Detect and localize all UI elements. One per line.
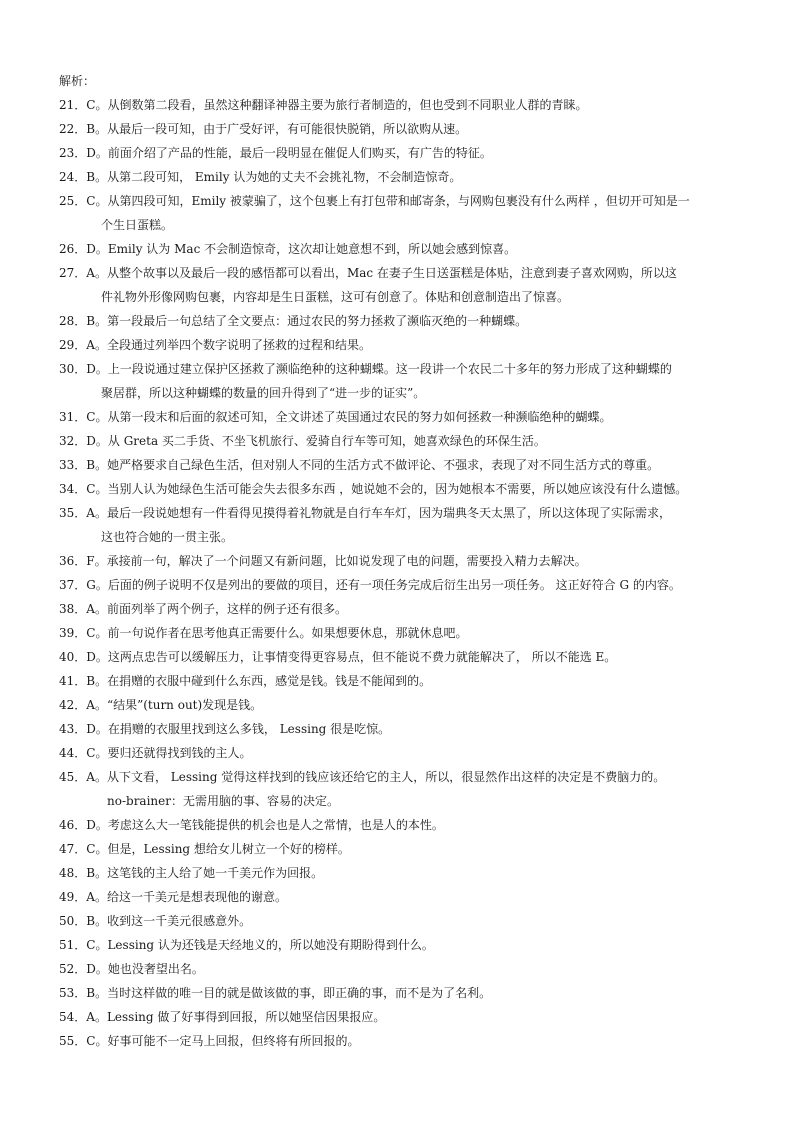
explanation-item bbox=[59, 576, 749, 594]
explanation-text: C。要归还就得找到钱的主人。 bbox=[86, 746, 252, 760]
question-number: 44． bbox=[59, 746, 87, 760]
explanation-text: B。第一段最后一句总结了全文要点：通过农民的努力拯救了濒临灭绝的一种蝴蝶。 bbox=[86, 314, 528, 328]
explanation-text: C。但是，Lessing 想给女儿树立一个好的榜样。 bbox=[86, 842, 350, 856]
explanation-text: A。全段通过列举四个数字说明了拯救的过程和结果。 bbox=[86, 338, 371, 352]
question-number: 27． bbox=[59, 266, 87, 280]
explanation-item bbox=[59, 360, 749, 402]
question-number: 39． bbox=[59, 626, 87, 640]
explanation-item bbox=[59, 984, 749, 1002]
explanation-item bbox=[59, 912, 749, 930]
question-number: 42． bbox=[59, 698, 87, 712]
explanation-text: C。好事可能不一定马上回报，但终将有所回报的。 bbox=[86, 1034, 360, 1048]
explanation-text: D。考虑这么大一笔钱能提供的机会也是人之常情，也是人的本性。 bbox=[86, 818, 444, 832]
explanation-item bbox=[59, 240, 749, 258]
explanation-text: A。给这一千美元是想表现他的谢意。 bbox=[86, 890, 287, 904]
question-number: 46． bbox=[59, 818, 87, 832]
explanation-text: A。前面列举了两个例子，这样的例子还有很多。 bbox=[86, 602, 347, 616]
question-number: 34． bbox=[59, 482, 87, 496]
explanation-text: D。上一段说通过建立保护区拯救了濒临绝种的这种蝴蝶。这一段讲一个农民二十多年的努力形成了这种蝴蝶的 bbox=[86, 362, 672, 376]
explanation-item bbox=[59, 1008, 749, 1026]
explanation-text: D。Emily 认为 Mac 不会制造惊奇，这次却让她意想不到，所以她会感到惊喜。 bbox=[86, 242, 517, 256]
explanation-text: C。Lessing 认为还钱是天经地义的，所以她没有期盼得到什么。 bbox=[86, 938, 434, 952]
question-number: 25． bbox=[59, 194, 87, 208]
explanation-continuation: 聚居群，所以这种蝴蝶的数量的回升得到了“进一步的证实”。 bbox=[101, 386, 426, 400]
explanation-text: D。她也没奢望出名。 bbox=[86, 962, 204, 976]
explanation-continuation: 这也符合她的一贯主张。 bbox=[101, 530, 234, 544]
explanation-text: G。后面的例子说明不仅是列出的要做的项目，还有一项任务完成后衍生出另一项任务。 这正好符合 G 的内容。 bbox=[86, 578, 681, 592]
explanation-text: B。当时这样做的唯一目的就是做该做的事，即正确的事，而不是为了名利。 bbox=[86, 986, 492, 1000]
explanation-continuation: 个生日蛋糕。 bbox=[101, 218, 174, 232]
question-number: 48． bbox=[59, 866, 87, 880]
question-number: 33． bbox=[59, 458, 87, 472]
explanation-item bbox=[59, 96, 749, 114]
explanation-item bbox=[59, 648, 749, 666]
question-number: 26． bbox=[59, 242, 87, 256]
explanation-item bbox=[59, 840, 749, 858]
explanation-text: D。在捐赠的衣服里找到这么多钱， Lessing 很是吃惊。 bbox=[86, 722, 391, 736]
explanation-item bbox=[59, 552, 749, 570]
question-number: 28． bbox=[59, 314, 87, 328]
explanation-item bbox=[59, 768, 749, 810]
explanation-list bbox=[59, 96, 749, 1056]
question-number: 24． bbox=[59, 170, 87, 184]
explanation-item bbox=[59, 432, 749, 450]
question-number: 50． bbox=[59, 914, 87, 928]
explanation-item bbox=[59, 888, 749, 906]
explanation-text: D。从 Greta 买二手货、不坐飞机旅行、爱骑自行车等可知，她喜欢绿色的环保生活。 bbox=[86, 434, 546, 448]
explanation-item bbox=[59, 864, 749, 882]
explanation-text: B。收到这一千美元很感意外。 bbox=[86, 914, 252, 928]
explanation-text: C。当别人认为她绿色生活可能会失去很多东西 ，她说她不会的，因为她根本不需要，所以她应该没有什么遗憾。 bbox=[86, 482, 688, 496]
explanation-text: B。这笔钱的主人给了她一千美元作为回报。 bbox=[86, 866, 324, 880]
explanation-item bbox=[59, 168, 749, 186]
explanation-item bbox=[59, 504, 749, 546]
explanation-text: A。从下文看， Lessing 觉得这样找到的钱应该还给它的主人，所以，很显然作出这样的决定是不费脑力的。 bbox=[86, 770, 666, 784]
explanation-item bbox=[59, 480, 749, 498]
explanation-item bbox=[59, 120, 749, 138]
explanation-text: D。前面介绍了产品的性能，最后一段明显在催促人们购买，有广告的特征。 bbox=[86, 146, 492, 160]
explanation-item bbox=[59, 960, 749, 978]
question-number: 55． bbox=[59, 1034, 87, 1048]
explanation-item bbox=[59, 1032, 749, 1050]
explanation-item bbox=[59, 816, 749, 834]
explanation-item bbox=[59, 624, 749, 642]
question-number: 31． bbox=[59, 410, 87, 424]
explanation-text: D。这两点忠告可以缓解压力，让事情变得更容易点，但不能说不费力就能解决了， 所以不能选 E。 bbox=[86, 650, 617, 664]
explanation-item bbox=[59, 264, 749, 306]
question-number: 35． bbox=[59, 506, 87, 520]
explanation-item bbox=[59, 336, 749, 354]
explanation-item bbox=[59, 600, 749, 618]
explanation-text: A。“结果”(turn out)发现是钱。 bbox=[86, 698, 263, 712]
question-number: 53． bbox=[59, 986, 87, 1000]
explanation-text: C。从倒数第二段看，虽然这种翻译神器主要为旅行者制造的，但也受到不同职业人群的青睐。 bbox=[86, 98, 588, 112]
explanation-item bbox=[59, 672, 749, 690]
vocabulary-note: no-brainer：无需用脑的事、容易的决定。 bbox=[107, 794, 339, 808]
explanation-item bbox=[59, 312, 749, 330]
question-number: 52． bbox=[59, 962, 87, 976]
question-number: 30． bbox=[59, 362, 87, 376]
explanation-item bbox=[59, 720, 749, 738]
explanation-text: A。从整个故事以及最后一段的感悟都可以看出，Mac 在妻子生日送蛋糕是体贴，注意到妻子喜欢网购，所以这 bbox=[86, 266, 677, 280]
question-number: 21． bbox=[59, 98, 87, 112]
question-number: 23． bbox=[59, 146, 87, 160]
question-number: 37． bbox=[59, 578, 87, 592]
question-number: 36． bbox=[59, 554, 87, 568]
question-number: 47． bbox=[59, 842, 87, 856]
question-number: 32． bbox=[59, 434, 87, 448]
explanation-text: F。承接前一句，解决了一个问题又有新问题，比如说发现了电的问题，需要投入精力去解决。 bbox=[86, 554, 587, 568]
question-number: 29． bbox=[59, 338, 87, 352]
explanation-item bbox=[59, 696, 749, 714]
explanation-item bbox=[59, 192, 749, 234]
explanation-item bbox=[59, 144, 749, 162]
explanation-continuation: 件礼物外形像网购包裹，内容却是生日蛋糕，这可有创意了。体贴和创意制造出了惊喜。 bbox=[101, 290, 570, 304]
explanation-text: A。最后一段说她想有一件看得见摸得着礼物就是自行车车灯，因为瑞典冬天太黑了，所以这体现了实际需求， bbox=[86, 506, 671, 520]
explanation-text: B。在捐赠的衣服中碰到什么东西，感觉是钱。钱是不能闻到的。 bbox=[86, 674, 432, 688]
question-number: 51． bbox=[59, 938, 87, 952]
question-number: 41． bbox=[59, 674, 87, 688]
explanation-item bbox=[59, 456, 749, 474]
explanation-text: C。前一句说作者在思考他真正需要什么。如果想要休息，那就休息吧。 bbox=[86, 626, 468, 640]
question-number: 45． bbox=[59, 770, 87, 784]
explanation-text: C。从第一段末和后面的叙述可知，全文讲述了英国通过农民的努力如何拯救一种濒临绝种的蝴蝶。 bbox=[86, 410, 612, 424]
section-heading: 解析： bbox=[59, 74, 96, 88]
question-number: 38． bbox=[59, 602, 87, 616]
explanation-text: A。Lessing 做了好事得到回报，所以她坚信因果报应。 bbox=[86, 1010, 386, 1024]
question-number: 22． bbox=[59, 122, 87, 136]
explanation-item bbox=[59, 408, 749, 426]
explanation-item bbox=[59, 936, 749, 954]
question-number: 43． bbox=[59, 722, 87, 736]
explanation-text: B。从第二段可知， Emily 认为她的丈夫不会挑礼物，不会制造惊奇。 bbox=[86, 170, 462, 184]
question-number: 49． bbox=[59, 890, 87, 904]
explanation-item bbox=[59, 744, 749, 762]
explanation-text: C。从第四段可知，Emily 被蒙骗了，这个包裹上有打包带和邮寄条，与网购包裹没有什么两样 ，但切开可知是一 bbox=[86, 194, 690, 208]
explanation-text: B。从最后一段可知，由于广受好评，有可能很快脱销，所以欲购从速。 bbox=[86, 122, 468, 136]
question-number: 54． bbox=[59, 1010, 87, 1024]
question-number: 40． bbox=[59, 650, 87, 664]
explanation-text: B。她严格要求自己绿色生活，但对别人不同的生活方式不做评论、不强求，表现了对不同生活方式的尊重。 bbox=[86, 458, 660, 472]
